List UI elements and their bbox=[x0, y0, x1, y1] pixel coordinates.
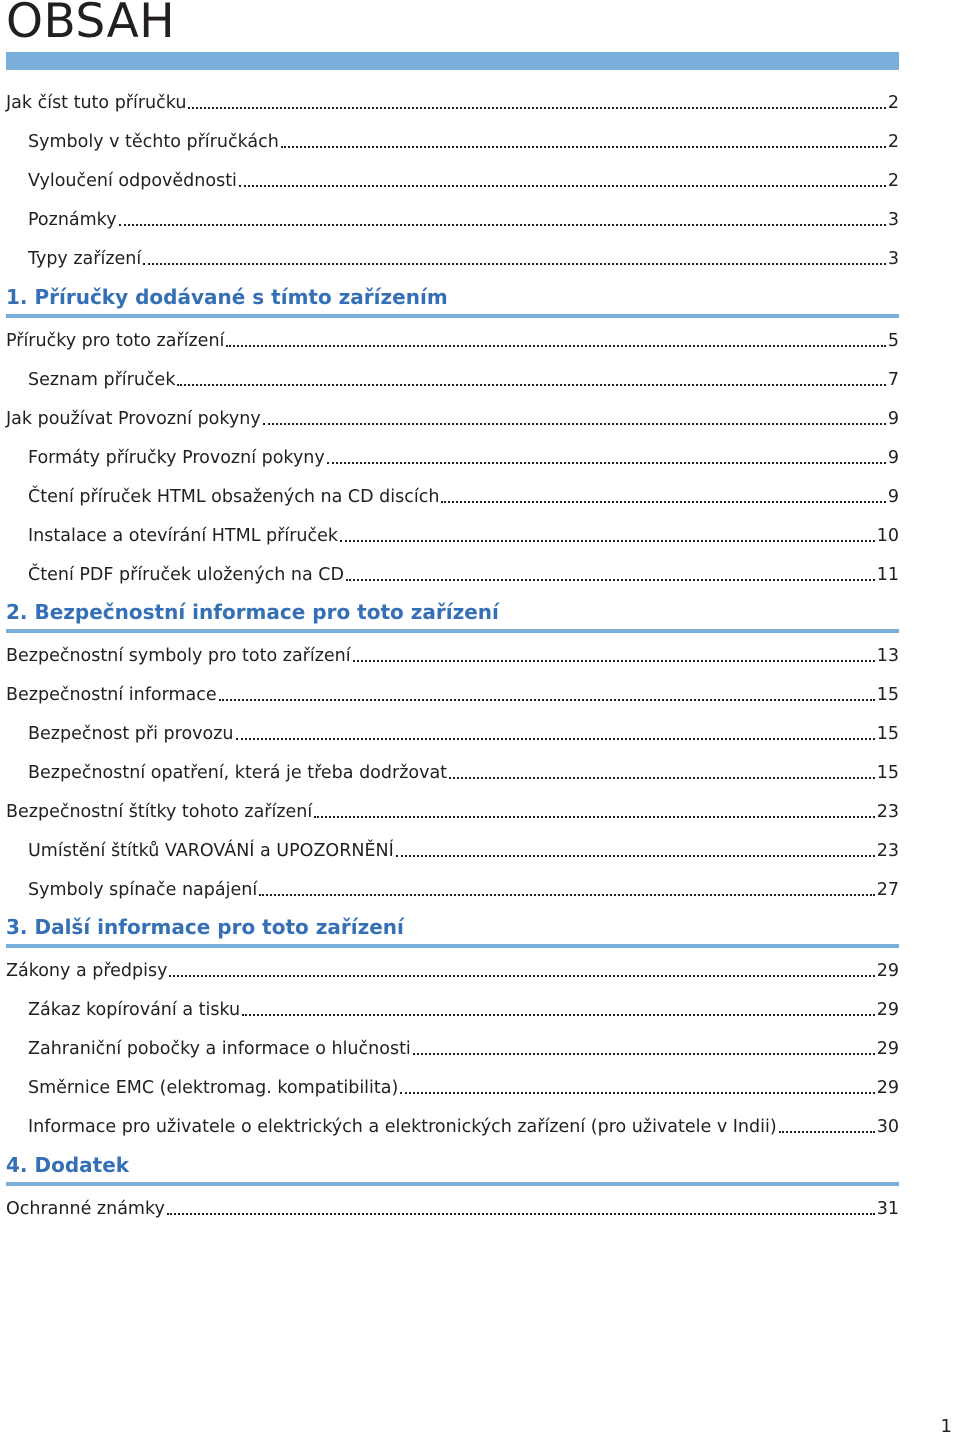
toc-entry-page: 13 bbox=[876, 646, 899, 666]
toc-entry-label: Zákaz kopírování a tisku bbox=[28, 1000, 241, 1020]
toc-entry-page: 3 bbox=[887, 210, 899, 230]
page-title: OBSAH bbox=[6, 0, 176, 49]
toc-entry[interactable] bbox=[28, 521, 899, 547]
dot-leader bbox=[314, 816, 874, 818]
toc-entry-page: 29 bbox=[876, 1000, 899, 1020]
chapter-rule bbox=[6, 944, 899, 948]
toc-entry-page: 7 bbox=[887, 370, 899, 390]
dot-leader bbox=[340, 540, 875, 542]
toc-entry-label: Čtení příruček HTML obsažených na CD discích bbox=[28, 487, 440, 507]
toc-entry-label: Bezpečnostní informace bbox=[6, 685, 217, 705]
dot-leader bbox=[396, 855, 875, 857]
dot-leader bbox=[353, 660, 875, 662]
dot-leader bbox=[263, 423, 886, 425]
dot-leader bbox=[281, 146, 886, 148]
toc-entry[interactable] bbox=[28, 166, 899, 192]
dot-leader bbox=[143, 263, 886, 265]
toc-entry[interactable] bbox=[28, 1073, 899, 1099]
toc-entry-page: 3 bbox=[887, 249, 899, 269]
toc-entry-page: 31 bbox=[876, 1199, 899, 1219]
toc-entry-label: Zahraniční pobočky a informace o hlučnosti bbox=[28, 1039, 411, 1059]
chapter-heading bbox=[6, 599, 899, 639]
dot-leader bbox=[400, 1092, 874, 1094]
toc-entry[interactable] bbox=[6, 956, 899, 982]
chapter-rule bbox=[6, 1182, 899, 1186]
toc-entry[interactable] bbox=[6, 404, 899, 430]
toc-entry[interactable] bbox=[28, 482, 899, 508]
toc-entry-label: Směrnice EMC (elektromag. kompatibilita) bbox=[28, 1078, 399, 1098]
toc-entry-label: Bezpečnost při provozu bbox=[28, 724, 234, 744]
chapter-title[interactable]: 4. Dodatek bbox=[6, 1153, 130, 1177]
dot-leader bbox=[188, 107, 885, 109]
toc-entry[interactable] bbox=[28, 719, 899, 745]
toc-entry[interactable] bbox=[28, 1034, 899, 1060]
toc-entry-page: 29 bbox=[876, 961, 899, 981]
dot-leader bbox=[779, 1131, 875, 1133]
toc-entry-label: Bezpečnostní opatření, která je třeba dodržovat bbox=[28, 763, 448, 783]
toc-entry-page: 29 bbox=[876, 1078, 899, 1098]
chapter-rule bbox=[6, 314, 899, 318]
toc-entry-page: 2 bbox=[887, 93, 899, 113]
toc-entry-page: 23 bbox=[876, 802, 899, 822]
toc-entry-label: Jak číst tuto příručku bbox=[6, 93, 187, 113]
toc-entry[interactable] bbox=[6, 88, 899, 114]
toc-entry[interactable] bbox=[6, 680, 899, 706]
chapter-heading bbox=[6, 1152, 899, 1192]
dot-leader bbox=[236, 738, 875, 740]
toc-entry-page: 9 bbox=[887, 409, 899, 429]
toc-entry-label: Formáty příručky Provozní pokyny bbox=[28, 448, 325, 468]
toc-entry-label: Informace pro uživatele o elektrických a elektronických zařízení (pro uživatele v Indii) bbox=[28, 1117, 777, 1137]
dot-leader bbox=[239, 185, 886, 187]
toc-entry-label: Jak používat Provozní pokyny bbox=[6, 409, 261, 429]
chapter-title[interactable]: 1. Příručky dodávané s tímto zařízením bbox=[6, 285, 448, 309]
toc-entry[interactable] bbox=[6, 1194, 899, 1220]
toc-entry[interactable] bbox=[28, 205, 899, 231]
dot-leader bbox=[441, 501, 885, 503]
toc-entry-page: 15 bbox=[876, 763, 899, 783]
chapter-title[interactable]: 3. Další informace pro toto zařízení bbox=[6, 915, 404, 939]
toc-entry-label: Zákony a předpisy bbox=[6, 961, 168, 981]
toc-entry[interactable] bbox=[6, 797, 899, 823]
toc-entry[interactable] bbox=[28, 1112, 899, 1138]
toc-entry-label: Vyloučení odpovědnosti bbox=[28, 171, 237, 191]
dot-leader bbox=[169, 975, 874, 977]
toc-entry[interactable] bbox=[28, 560, 899, 586]
chapter-heading bbox=[6, 284, 899, 324]
toc-entry[interactable] bbox=[28, 758, 899, 784]
dot-leader bbox=[219, 699, 875, 701]
toc-entry-page: 11 bbox=[876, 565, 899, 585]
toc-entry-label: Symboly spínače napájení bbox=[28, 880, 258, 900]
toc-entry-page: 30 bbox=[876, 1117, 899, 1137]
toc-entry-page: 29 bbox=[876, 1039, 899, 1059]
toc-entry-page: 15 bbox=[876, 685, 899, 705]
dot-leader bbox=[167, 1213, 875, 1215]
toc-entry-page: 15 bbox=[876, 724, 899, 744]
toc-entry-page: 23 bbox=[876, 841, 899, 861]
toc-entry-page: 5 bbox=[887, 331, 899, 351]
dot-leader bbox=[226, 345, 885, 347]
toc-entry[interactable] bbox=[6, 326, 899, 352]
toc-entry-label: Seznam příruček bbox=[28, 370, 176, 390]
toc-entry-page: 9 bbox=[887, 487, 899, 507]
dot-leader bbox=[242, 1014, 875, 1016]
toc-entry-label: Umístění štítků VAROVÁNÍ a UPOZORNĚNÍ bbox=[28, 841, 394, 861]
toc-entry-label: Typy zařízení bbox=[28, 249, 142, 269]
toc-entry[interactable] bbox=[28, 365, 899, 391]
toc-entry-label: Symboly v těchto příručkách bbox=[28, 132, 279, 152]
toc-entry-label: Příručky pro toto zařízení bbox=[6, 331, 225, 351]
toc-entry-label: Ochranné známky bbox=[6, 1199, 165, 1219]
chapter-title[interactable]: 2. Bezpečnostní informace pro toto zařízení bbox=[6, 600, 499, 624]
toc-entry-label: Bezpečnostní symboly pro toto zařízení bbox=[6, 646, 351, 666]
toc-entry[interactable] bbox=[28, 244, 899, 270]
toc-entry[interactable] bbox=[28, 127, 899, 153]
dot-leader bbox=[119, 224, 886, 226]
toc-entry-label: Čtení PDF příruček uložených na CD bbox=[28, 565, 344, 585]
toc-entry[interactable] bbox=[28, 995, 899, 1021]
toc-entry-page: 10 bbox=[876, 526, 899, 546]
toc-entry-page: 2 bbox=[887, 171, 899, 191]
toc-entry-label: Instalace a otevírání HTML příruček bbox=[28, 526, 339, 546]
toc-entry-page: 9 bbox=[887, 448, 899, 468]
toc-entry[interactable] bbox=[28, 836, 899, 862]
dot-leader bbox=[327, 462, 886, 464]
toc-entry[interactable] bbox=[28, 875, 899, 901]
dot-leader bbox=[346, 579, 875, 581]
toc-entry-page: 2 bbox=[887, 132, 899, 152]
chapter-heading bbox=[6, 914, 899, 954]
toc-entry[interactable] bbox=[28, 443, 899, 469]
toc-entry[interactable] bbox=[6, 641, 899, 667]
page-number: 1 bbox=[940, 1416, 952, 1437]
dot-leader bbox=[259, 894, 875, 896]
toc-entry-label: Bezpečnostní štítky tohoto zařízení bbox=[6, 802, 313, 822]
toc-entry-page: 27 bbox=[876, 880, 899, 900]
chapter-rule bbox=[6, 629, 899, 633]
toc-entry-label: Poznámky bbox=[28, 210, 117, 230]
dot-leader bbox=[449, 777, 875, 779]
dot-leader bbox=[413, 1053, 875, 1055]
dot-leader bbox=[177, 384, 885, 386]
